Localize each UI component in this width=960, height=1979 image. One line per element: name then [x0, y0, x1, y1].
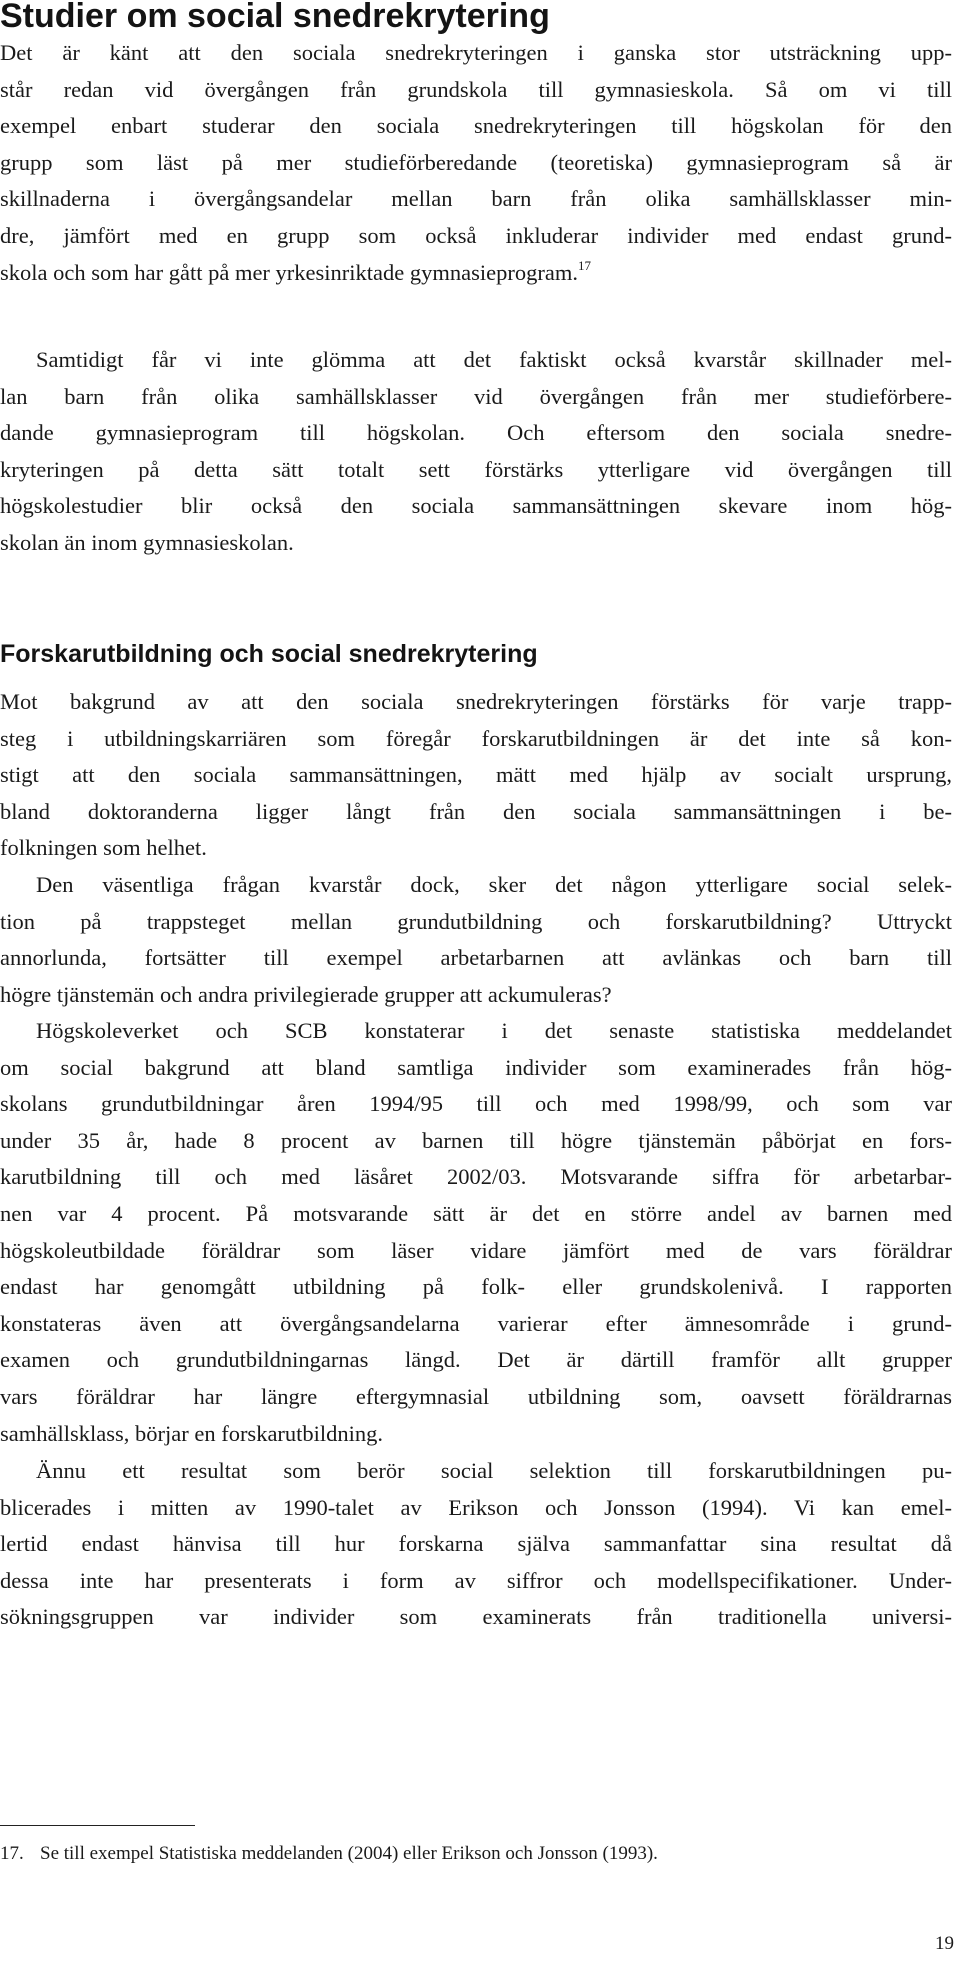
- text-line: lan barn från olika samhällsklasser vid övergången från mer studieförbere-: [0, 383, 952, 409]
- text-line: skolans grundutbildningar åren 1994/95 till och med 1998/99, och som var: [0, 1091, 952, 1117]
- footnote-text: Se till exempel Statistiska meddelanden (2004) eller Erikson och Jonsson (1993).: [40, 1843, 658, 1864]
- text-line: lertid endast hänvisa till hur forskarna själva sammanfattar sina resultat då: [0, 1531, 952, 1557]
- text-line: folkningen som helhet.: [0, 835, 207, 861]
- footnote-divider: [0, 1825, 195, 1826]
- text-line: Den väsentliga frågan kvarstår dock, sker det någon ytterligare social selek-: [36, 872, 952, 897]
- text-line: annorlunda, fortsätter till exempel arbetarbarnen att avlänkas och barn till: [0, 945, 952, 971]
- text-line: högskolestudier blir också den sociala sammansättningen skevare inom hög-: [0, 493, 952, 519]
- text-line: nen var 4 procent. På motsvarande sätt är det en större andel av barnen med: [0, 1200, 952, 1226]
- text-line: vars föräldrar har längre eftergymnasial utbildning som, oavsett föräldrarnas: [0, 1383, 952, 1409]
- text-line: under 35 år, hade 8 procent av barnen till högre tjänstemän påbörjat en fors-: [0, 1127, 952, 1153]
- text-line: konstateras även att övergångsandelarna varierar efter ämnesområde i grund-: [0, 1310, 952, 1336]
- text-line: skolan än inom gymnasieskolan.: [0, 529, 294, 555]
- text-line: grupp som läst på mer studieförberedande (teoretiska) gymnasieprogram så är: [0, 149, 952, 175]
- text-line: steg i utbildningskarriären som föregår forskarutbildningen är det inte så kon-: [0, 725, 952, 751]
- text-line: karutbildning till och med läsåret 2002/03. Motsvarande siffra för arbetarbar-: [0, 1164, 952, 1190]
- text-line: [0, 255, 952, 292]
- paragraph-vasentliga-fragan: [0, 867, 952, 1013]
- text-line: Det är känt att den sociala snedrekryteringen i ganska stor utsträckning upp-: [0, 40, 952, 65]
- text-line: dessa inte har presenterats i form av siffror och modellspecifikationer. Under-: [0, 1567, 952, 1593]
- footnote-reference: 17: [577, 257, 591, 273]
- text-line: tion på trappsteget mellan grundutbildning och forskarutbildning? Uttryckt: [0, 908, 952, 934]
- text-line: Mot bakgrund av att den sociala snedrekryteringen förstärks för varje trapp-: [0, 689, 952, 714]
- text-line-content: skola och som har gått på mer yrkesinriktade gymnasieprogram.: [0, 259, 578, 285]
- section-heading-forskarutbildning: Forskarutbildning och social snedrekrytering: [0, 640, 538, 668]
- footnote-number: 17.: [0, 1843, 24, 1864]
- page-number: 19: [935, 1933, 954, 1954]
- paragraph-mot-bakgrund: [0, 684, 952, 867]
- text-line: skillnaderna i övergångsandelar mellan barn från olika samhällsklasser min-: [0, 186, 952, 212]
- text-line: samhällsklass, börjar en forskarutbildning.: [0, 1420, 384, 1446]
- text-line: står redan vid övergången från grundskola till gymnasieskola. Så om vi till: [0, 76, 952, 102]
- text-line: exempel enbart studerar den sociala snedrekryteringen till högskolan för den: [0, 113, 952, 139]
- text-line: om social bakgrund att bland samtliga individer som examinerades från hög-: [0, 1054, 952, 1080]
- text-line: Samtidigt får vi inte glömma att det faktiskt också kvarstår skillnader mel-: [36, 347, 952, 372]
- paragraph-samtidigt: [0, 342, 952, 562]
- text-line: examen och grundutbildningarnas längd. Det är därtill framför allt grupper: [0, 1347, 952, 1373]
- footnote: [0, 1840, 658, 1868]
- text-line: högre tjänstemän och andra privilegierade grupper att ackumuleras?: [0, 981, 612, 1007]
- paragraph-snedrekrytering-intro: [0, 35, 952, 291]
- text-line: Ännu ett resultat som berör social selektion till forskarutbildningen pu-: [36, 1458, 952, 1483]
- text-line: kryteringen på detta sätt totalt sett förstärks ytterligare vid övergången till: [0, 456, 952, 482]
- text-line: Högskoleverket och SCB konstaterar i det senaste statistiska meddelandet: [36, 1018, 952, 1043]
- paragraph-hogskoleverket: [0, 1013, 952, 1452]
- text-line: bland doktoranderna ligger långt från den sociala sammansättningen i be-: [0, 798, 952, 824]
- text-line: dande gymnasieprogram till högskolan. Och eftersom den sociala snedre-: [0, 420, 952, 446]
- section-heading-studier: Studier om social snedrekrytering: [0, 0, 550, 35]
- text-line: endast har genomgått utbildning på folk- eller grundskolenivå. I rapporten: [0, 1274, 952, 1300]
- text-line: dre, jämfört med en grupp som också inkluderar individer med endast grund-: [0, 222, 952, 248]
- text-line: högskoleutbildade föräldrar som läser vidare jämfört med de vars föräldrar: [0, 1237, 952, 1263]
- paragraph-annu-ett-resultat: [0, 1453, 952, 1636]
- text-line: sökningsgruppen var individer som examinerats från traditionella universi-: [0, 1604, 952, 1630]
- text-line: stigt att den sociala sammansättningen, mätt med hjälp av socialt ursprung,: [0, 762, 952, 788]
- text-line: blicerades i mitten av 1990-talet av Erikson och Jonsson (1994). Vi kan emel-: [0, 1494, 952, 1520]
